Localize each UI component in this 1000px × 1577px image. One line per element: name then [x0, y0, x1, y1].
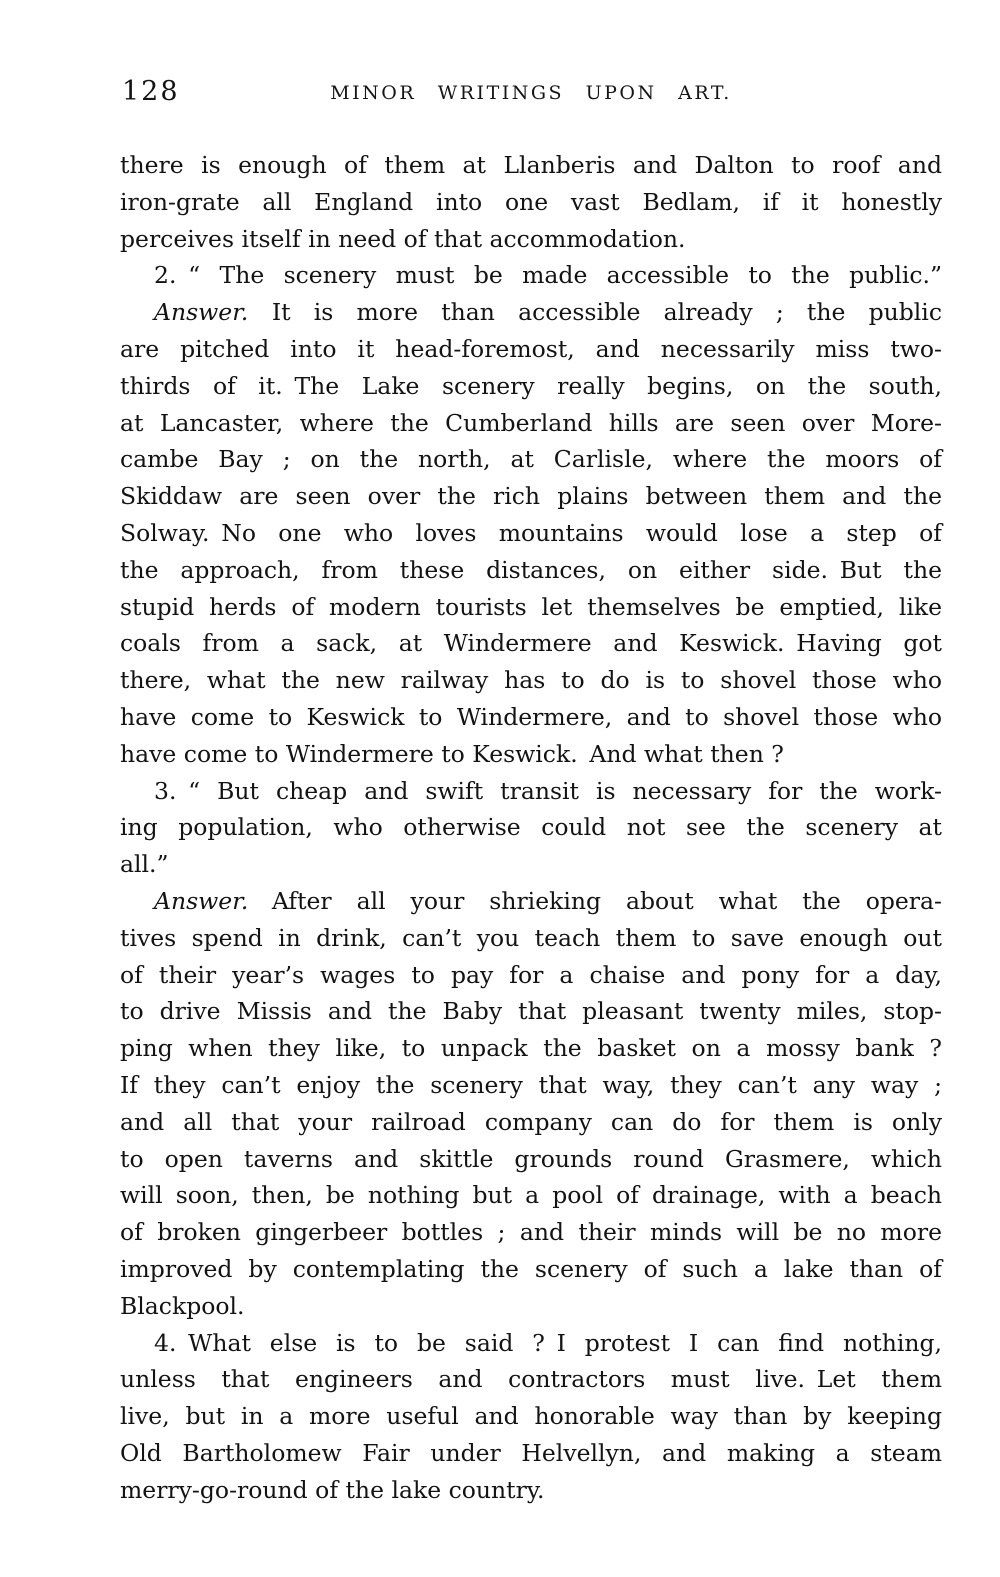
text-line: 2. “ The scenery must be made accessible to the public.”: [154, 261, 942, 290]
text-line: will soon, then, be nothing but a pool of drainage, with a beach: [120, 1181, 942, 1210]
text-line: to open taverns and skittle grounds round Grasmere, which: [120, 1144, 942, 1173]
text-line: Old Bartholomew Fair under Helvellyn, and making a steam: [120, 1438, 942, 1467]
text-line: Skiddaw are seen over the rich plains between them and the: [120, 482, 942, 511]
italic-lead: Answer.: [154, 298, 249, 327]
text-line: 4. What else is to be said ? I protest I can find nothing,: [154, 1328, 942, 1357]
body-text: [120, 147, 942, 1508]
text-line: there, what the new railway has to do is to shovel those who: [120, 666, 942, 695]
text-line: all.”: [120, 850, 169, 879]
text-line: Solway. No one who loves mountains would lose a step of: [120, 518, 942, 547]
text-line: to drive Missis and the Baby that pleasant twenty miles, stop-: [120, 997, 942, 1026]
text-line: have come to Keswick to Windermere, and to shovel those who: [120, 702, 942, 731]
text-line: there is enough of them at Llanberis and Dalton to roof and: [120, 151, 942, 179]
italic-lead: Answer.: [154, 886, 249, 915]
text-line: ing population, who otherwise could not see the scenery at: [120, 813, 942, 842]
text-line: of broken gingerbeer bottles ; and their minds will be no more: [120, 1218, 942, 1247]
text-line: coals from a sack, at Windermere and Keswick. Having got: [120, 629, 942, 658]
text-line: stupid herds of modern tourists let themselves be emptied, like: [120, 592, 942, 621]
text-line: Answer. After all your shrieking about what the opera-: [154, 886, 942, 915]
text-line: If they can’t enjoy the scenery that way, they can’t any way ;: [120, 1070, 942, 1099]
text-line: 3. “ But cheap and swift transit is necessary for the work-: [154, 776, 942, 805]
text-line: unless that engineers and contractors must live. Let them: [120, 1365, 942, 1394]
text-line: cambe Bay ; on the north, at Carlisle, where the moors of: [120, 445, 942, 474]
text-line: ping when they like, to unpack the basket on a mossy bank ?: [120, 1034, 942, 1063]
text-line: perceives itself in need of that accommodation.: [120, 224, 686, 253]
text-line: iron-grate all England into one vast Bedlam, if it honestly: [120, 187, 942, 216]
text-line: of their year’s wages to pay for a chaise and pony for a day,: [120, 960, 942, 989]
text-line: improved by contemplating the scenery of such a lake than of: [120, 1254, 942, 1283]
running-title: MINOR WRITINGS UPON ART.: [330, 82, 732, 104]
text-line: Answer. It is more than accessible already ; the public: [154, 298, 942, 327]
text-line: tives spend in drink, can’t you teach them to save enough out: [120, 923, 942, 952]
page-header: [120, 76, 942, 110]
text-line: Blackpool.: [120, 1291, 245, 1320]
text-line: thirds of it. The Lake scenery really begins, on the south,: [120, 371, 942, 400]
text-line: are pitched into it head-foremost, and necessarily miss two-: [120, 334, 942, 363]
text-line: live, but in a more useful and honorable way than by keeping: [120, 1402, 942, 1431]
text-line: merry-go-round of the lake country.: [120, 1475, 545, 1504]
text-line: have come to Windermere to Keswick. And what then ?: [120, 739, 784, 768]
text-line: the approach, from these distances, on either side. But the: [120, 555, 942, 584]
text-line: at Lancaster, where the Cumberland hills are seen over More-: [120, 408, 942, 437]
text-line: and all that your railroad company can do for them is only: [120, 1107, 942, 1136]
page-number: 128: [122, 76, 180, 107]
